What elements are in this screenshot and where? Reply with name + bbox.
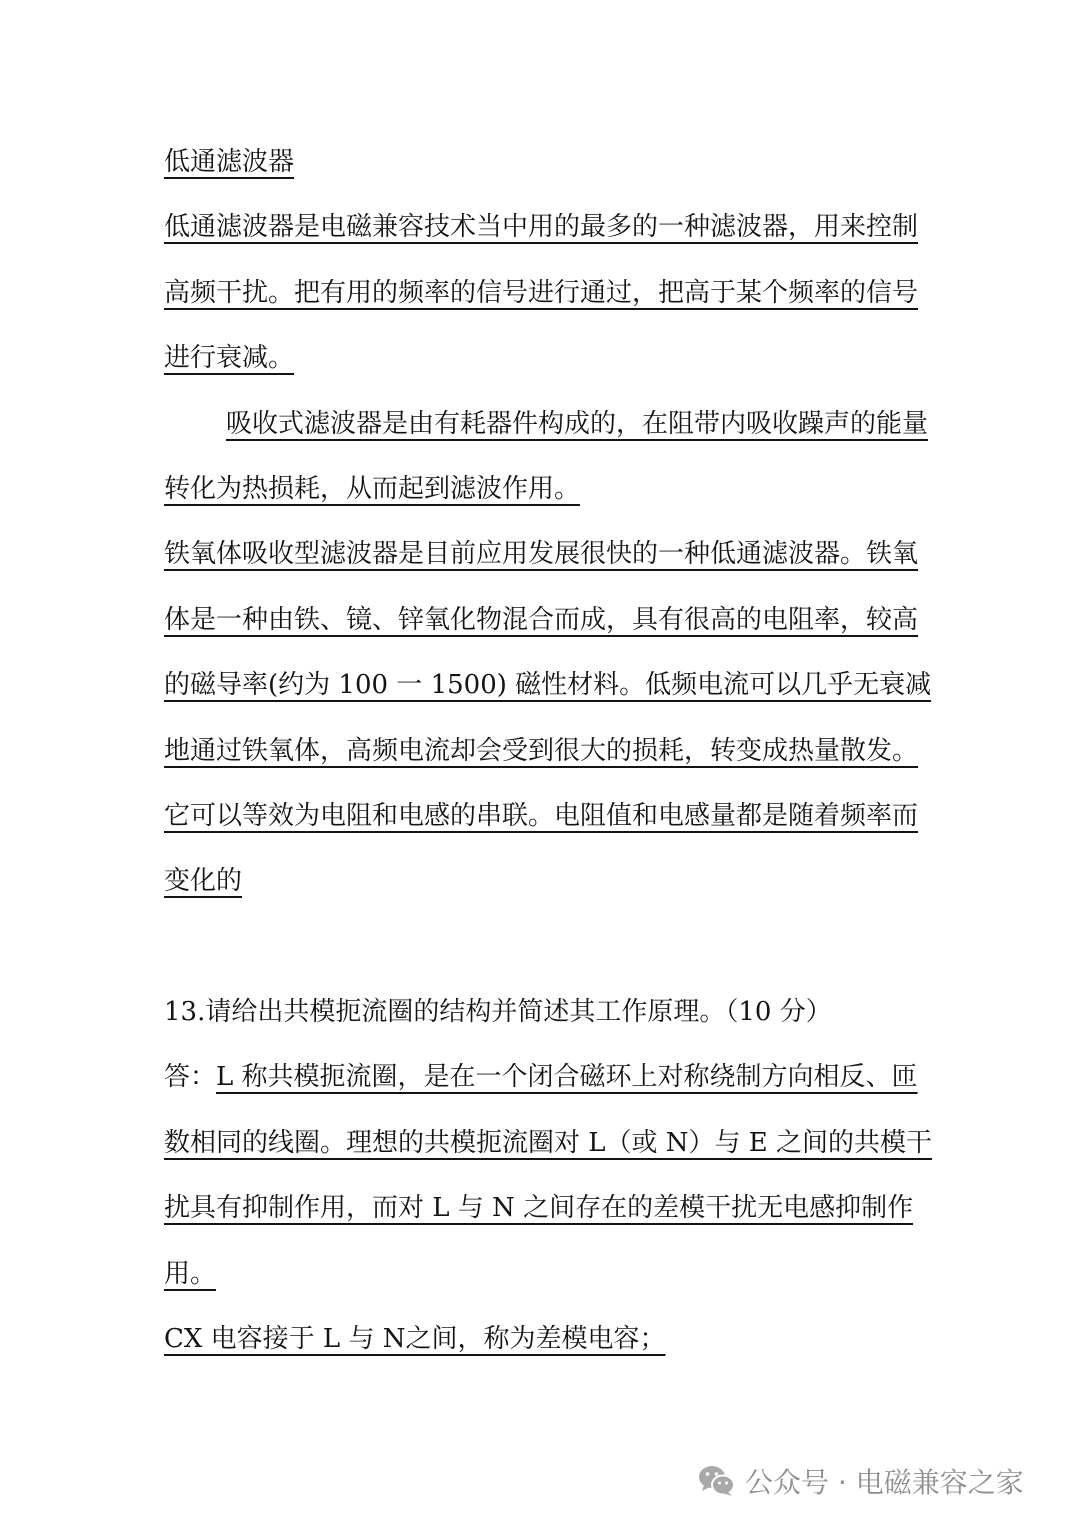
paragraph-line: [164, 522, 944, 587]
answer-line: [164, 1242, 944, 1307]
answer-line-1: L 称共模扼流圈，是在一个闭合磁环上对称绕制方向相反、匝: [216, 1062, 918, 1093]
answer-prefix: 答：: [164, 1062, 217, 1093]
paragraph-line: [164, 849, 944, 914]
document-page: [164, 130, 944, 1372]
paragraph-line: [164, 195, 944, 260]
section-heading: [164, 130, 944, 195]
question-heading: [164, 980, 944, 1045]
paragraph-line: [164, 588, 944, 653]
answer-line: [164, 1176, 944, 1241]
question-text: 13.请给出共模扼流圈的结构并简述其工作原理。（10 分）: [164, 997, 832, 1028]
paragraph-line: [164, 719, 944, 784]
ferrite-line-5: 它可以等效为电阻和电感的串联。电阻值和电感量都是随着频率而: [164, 800, 919, 831]
watermark: [698, 1458, 1024, 1504]
ferrite-line-2: 体是一种由铁、镜、锌氧化物混合而成，具有很高的电阻率，较高: [164, 604, 919, 635]
paragraph-line: [164, 653, 944, 718]
paragraph-line: [164, 457, 944, 522]
blank-line: [164, 915, 944, 980]
paragraph-line: [164, 392, 944, 457]
watermark-label: 公众号 · 电磁兼容之家: [745, 1466, 1024, 1499]
cx-capacitor-line: [164, 1307, 944, 1372]
ferrite-line-1: 铁氧体吸收型滤波器是目前应用发展很快的一种低通滤波器。铁氧: [164, 539, 919, 570]
intro-line-2: 高频干扰。把有用的频率的信号进行通过，把高于某个频率的信号: [164, 277, 919, 308]
paragraph-line: [164, 326, 944, 391]
cx-line-text: CX 电容接于 L 与 N之间，称为差模电容；: [164, 1324, 666, 1355]
paragraph-line: [164, 261, 944, 326]
wechat-icon: [698, 1465, 736, 1497]
intro-line-3: 进行衰减。: [164, 343, 295, 374]
answer-line: [164, 1111, 944, 1176]
ferrite-line-3: 的磁导率(约为 100 一 1500) 磁性材料。低频电流可以几乎无衰减: [164, 670, 932, 701]
paragraph-line: [164, 784, 944, 849]
intro-line-1: 低通滤波器是电磁兼容技术当中用的最多的一种滤波器，用来控制: [164, 212, 919, 243]
answer-line: [164, 1045, 944, 1110]
answer-line-4: 用。: [164, 1258, 217, 1289]
ferrite-line-6: 变化的: [164, 866, 243, 897]
section-heading-text: 低通滤波器: [164, 147, 295, 177]
absorptive-line-2: 转化为热损耗，从而起到滤波作用。: [164, 473, 581, 504]
answer-line-2: 数相同的线圈。理想的共模扼流圈对 L（或 N）与 E 之间的共模干: [164, 1127, 933, 1158]
answer-line-3: 扰具有抑制作用，而对 L 与 N 之间存在的差模干扰无电感抑制作: [164, 1193, 914, 1224]
ferrite-line-4: 地通过铁氧体，高频电流却会受到很大的损耗，转变成热量散发。: [164, 735, 919, 766]
absorptive-line-1: 吸收式滤波器是由有耗器件构成的，在阻带内吸收躁声的能量: [226, 408, 929, 439]
